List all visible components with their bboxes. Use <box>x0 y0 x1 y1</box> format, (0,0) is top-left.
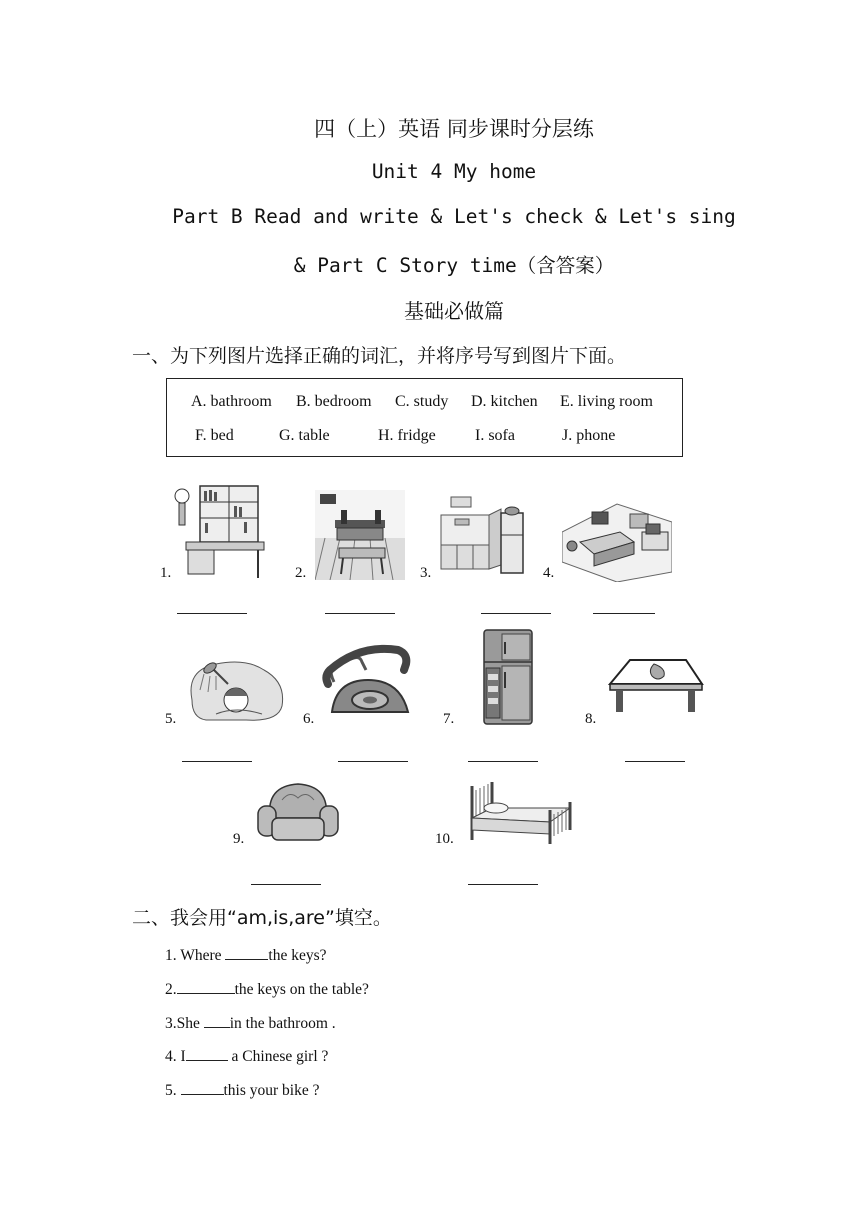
item-number: 7. <box>443 711 455 727</box>
item-number: 2. <box>295 565 307 581</box>
kitchen-icon <box>439 495 527 579</box>
question-2 <box>165 980 369 999</box>
item-number: 1. <box>160 565 172 581</box>
item-number: 4. <box>543 565 555 581</box>
question-text: 1. Where <box>165 947 226 964</box>
item-number: 10. <box>435 831 454 847</box>
study-room-icon <box>172 482 267 580</box>
answer-blank[interactable] <box>468 884 538 885</box>
question-text: the keys on the table? <box>234 981 369 998</box>
question-text: in the bathroom . <box>229 1015 336 1032</box>
answer-blank[interactable] <box>177 613 247 614</box>
question-text: the keys? <box>268 947 327 964</box>
table-icon <box>608 656 704 714</box>
question-text: 2. <box>165 981 177 998</box>
question-text: 4. I <box>165 1048 186 1065</box>
answer-blank[interactable] <box>593 613 655 614</box>
option-h: H. fridge <box>378 427 436 444</box>
section1-heading: 一、为下列图片选择正确的词汇，并将序号写到图片下面。 <box>132 345 627 367</box>
answer-blank[interactable] <box>251 884 321 885</box>
option-e: E. living room <box>560 393 653 410</box>
answer-blank[interactable] <box>182 761 252 762</box>
page-title: 四（上）英语 同步课时分层练 <box>314 117 594 141</box>
bathroom-shower-icon <box>186 656 286 724</box>
option-j: J. phone <box>562 427 616 444</box>
bed-icon <box>466 780 578 846</box>
bedroom-icon <box>562 502 672 582</box>
answer-blank[interactable] <box>325 613 395 614</box>
item-number: 8. <box>585 711 597 727</box>
question-text: 3.She <box>165 1015 204 1032</box>
living-room-icon <box>315 490 405 580</box>
question-4 <box>165 1047 328 1066</box>
option-i: I. sofa <box>475 427 515 444</box>
option-a: A. bathroom <box>191 393 272 410</box>
part-title-line1: Part B Read and write & Let's check & Let's sing <box>172 205 736 228</box>
level-title: 基础必做篇 <box>404 299 504 323</box>
item-number: 5. <box>165 711 177 727</box>
option-f: F. bed <box>195 427 234 444</box>
answer-blank[interactable] <box>481 613 551 614</box>
fridge-icon <box>480 628 536 726</box>
item-number: 6. <box>303 711 315 727</box>
answer-blank[interactable] <box>204 1014 230 1028</box>
option-d: D. kitchen <box>471 393 538 410</box>
answer-blank[interactable] <box>468 761 538 762</box>
option-g: G. table <box>279 427 330 444</box>
answer-blank[interactable] <box>625 761 685 762</box>
unit-title: Unit 4 My home <box>371 160 537 183</box>
question-3 <box>165 1014 336 1033</box>
question-text: a Chinese girl ? <box>227 1048 329 1065</box>
question-1 <box>165 946 327 965</box>
question-text: this your bike ? <box>223 1082 320 1099</box>
answer-blank[interactable] <box>338 761 408 762</box>
item-number: 3. <box>420 565 432 581</box>
telephone-icon <box>320 640 416 722</box>
question-text: 5. <box>165 1082 181 1099</box>
section2-heading: 二、我会用“am,is,are”填空。 <box>132 907 392 929</box>
question-5 <box>165 1081 320 1100</box>
option-b: B. bedroom <box>296 393 372 410</box>
part-title-line2: & Part C Story time（含答案） <box>293 254 615 277</box>
answer-blank[interactable] <box>186 1047 228 1061</box>
answer-blank[interactable] <box>225 946 268 960</box>
answer-blank[interactable] <box>181 1081 224 1095</box>
item-number: 9. <box>233 831 245 847</box>
word-bank <box>166 378 683 457</box>
answer-blank[interactable] <box>177 980 235 994</box>
option-c: C. study <box>395 393 449 410</box>
sofa-icon <box>256 778 340 846</box>
